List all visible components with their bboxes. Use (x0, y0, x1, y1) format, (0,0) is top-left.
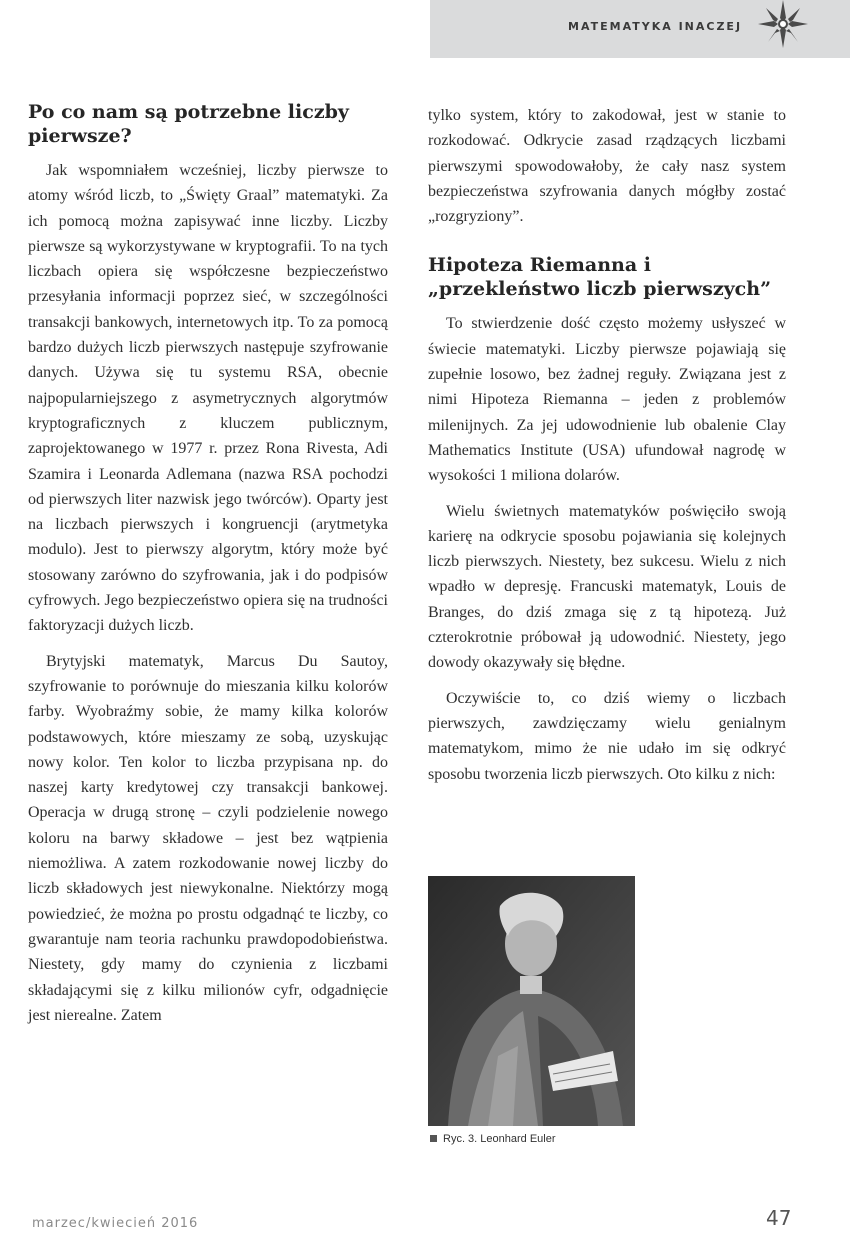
euler-portrait (428, 876, 635, 1126)
body-paragraph: Jak wspomniałem wcześniej, liczby pierwsze to atomy wśród liczb, to „Święty Graal” matematyki. Za ich pomocą można zapisywać inne liczby. Liczby pierwsze są wykorzystywane w kryptografii. To na tych liczbach opiera się współczesne bezpieczeństwo przesyłania informacji poprzez sieć, w szczególności transakcji bankowych, internetowych itp. To za pomocą bardzo dużych liczb pierwszych następuje szyfrowanie danych. Używa się tu systemu RSA, obecnie najpopularniejszego z asymetrycznych algorytmów kryptograficznych z kluczem publicznym, zaprojektowanego w 1977 r. przez Rona Rivesta, Adi Szamira i Leonarda Adlemana (nazwa RSA pochodzi od pierwszych liter nazwisk jego twórców). Oparty jest na liczbach pierwszych i kongruencji (arytmetyka modulo). Jest to pierwszy algorytm, który może być stosowany zarówno do szyfrowania, jak i do podpisów cyfrowych. Jego bezpieczeństwo opiera się na trudności faktoryzacji dużych liczb. (28, 162, 388, 635)
right-column (428, 103, 786, 797)
body-paragraph: Brytyjski matematyk, Marcus Du Sautoy, szyfrowanie to porównuje do mieszania kilku kolorów farby. Wyobraźmy sobie, że mamy kilka kolorów podstawowych, które mieszamy ze sobą, uzyskując nowy kolor. Ten kolor to liczba przypisana np. do naszej karty kredytowej czy transakcji bankowej. Operacja w drugą stronę – czyli podzielenie nowego koloru na barwy składowe – jest bez wątpienia niemożliwa. A zatem rozkodowanie nowej liczby do liczb składowych jest niewykonalne. Niektórzy mogą powiedzieć, że można po prostu odgadnąć te liczby, co gwarantuje nam teoria rachunku prawdopodobieństwa. Niestety, gdy mamy do czynienia z liczbami składającymi się z kilku milionów cyfr, odgadnięcie jest nierealne. Zatem (28, 652, 388, 1024)
issue-date: marzec/kwiecień 2016 (32, 1216, 199, 1231)
caption-text: Ryc. 3. Leonhard Euler (443, 1133, 556, 1145)
page-number: 47 (766, 1206, 792, 1230)
body-paragraph: Oczywiście to, co dziś wiemy o liczbach pierwszych, zawdzięczamy wielu genialnym matematykom, mimo że nie udało im się odkryć sposobu tworzenia liczb pierwszych. Oto kilku z nich: (428, 689, 786, 783)
body-paragraph: Wielu świetnych matematyków poświęciło swoją karierę na odkrycie sposobu pojawiania się kolejnych liczb pierwszych. Niestety, bez sukcesu. Wielu z nich wpadło w depresję. Francuski matematyk, Louis de Branges, do dziś zmaga się z tą hipotezą. Już czterokrotnie próbował ją udowodnić. Niestety, jego dowody okazywały się błędne. (428, 502, 786, 672)
caption-marker-icon (430, 1135, 437, 1142)
continued-paragraph: tylko system, który to zakodował, jest w stanie to rozkodować. Odkrycie zasad rządzących liczbami pierwszymi spowodowałoby, że cały nasz system bezpieczeństwa szyfrowania danych mógłby zostać „rozgryziony”. (428, 107, 786, 226)
figure-caption (430, 1133, 556, 1145)
left-column (28, 100, 388, 1038)
body-paragraph: To stwierdzenie dość często możemy usłyszeć w świecie matematyki. Liczby pierwsze pojawiają się zupełnie losowo, bez żadnej reguły. Związana jest z nimi Hipoteza Riemanna – jeden z problemów milenijnych. Za jej udowodnienie lub obalenie Clay Mathematics Institute (USA) ufundował nagrodę w wysokości 1 miliona dolarów. (428, 315, 786, 485)
compass-star-icon (752, 0, 814, 50)
section-heading: Hipoteza Riemanna i „przekleństwo liczb pierwszych” (428, 254, 771, 301)
section-label: MATEMATYKA INACZEJ (568, 20, 743, 33)
article-heading: Po co nam są potrzebne liczby pierwsze? (28, 101, 349, 147)
